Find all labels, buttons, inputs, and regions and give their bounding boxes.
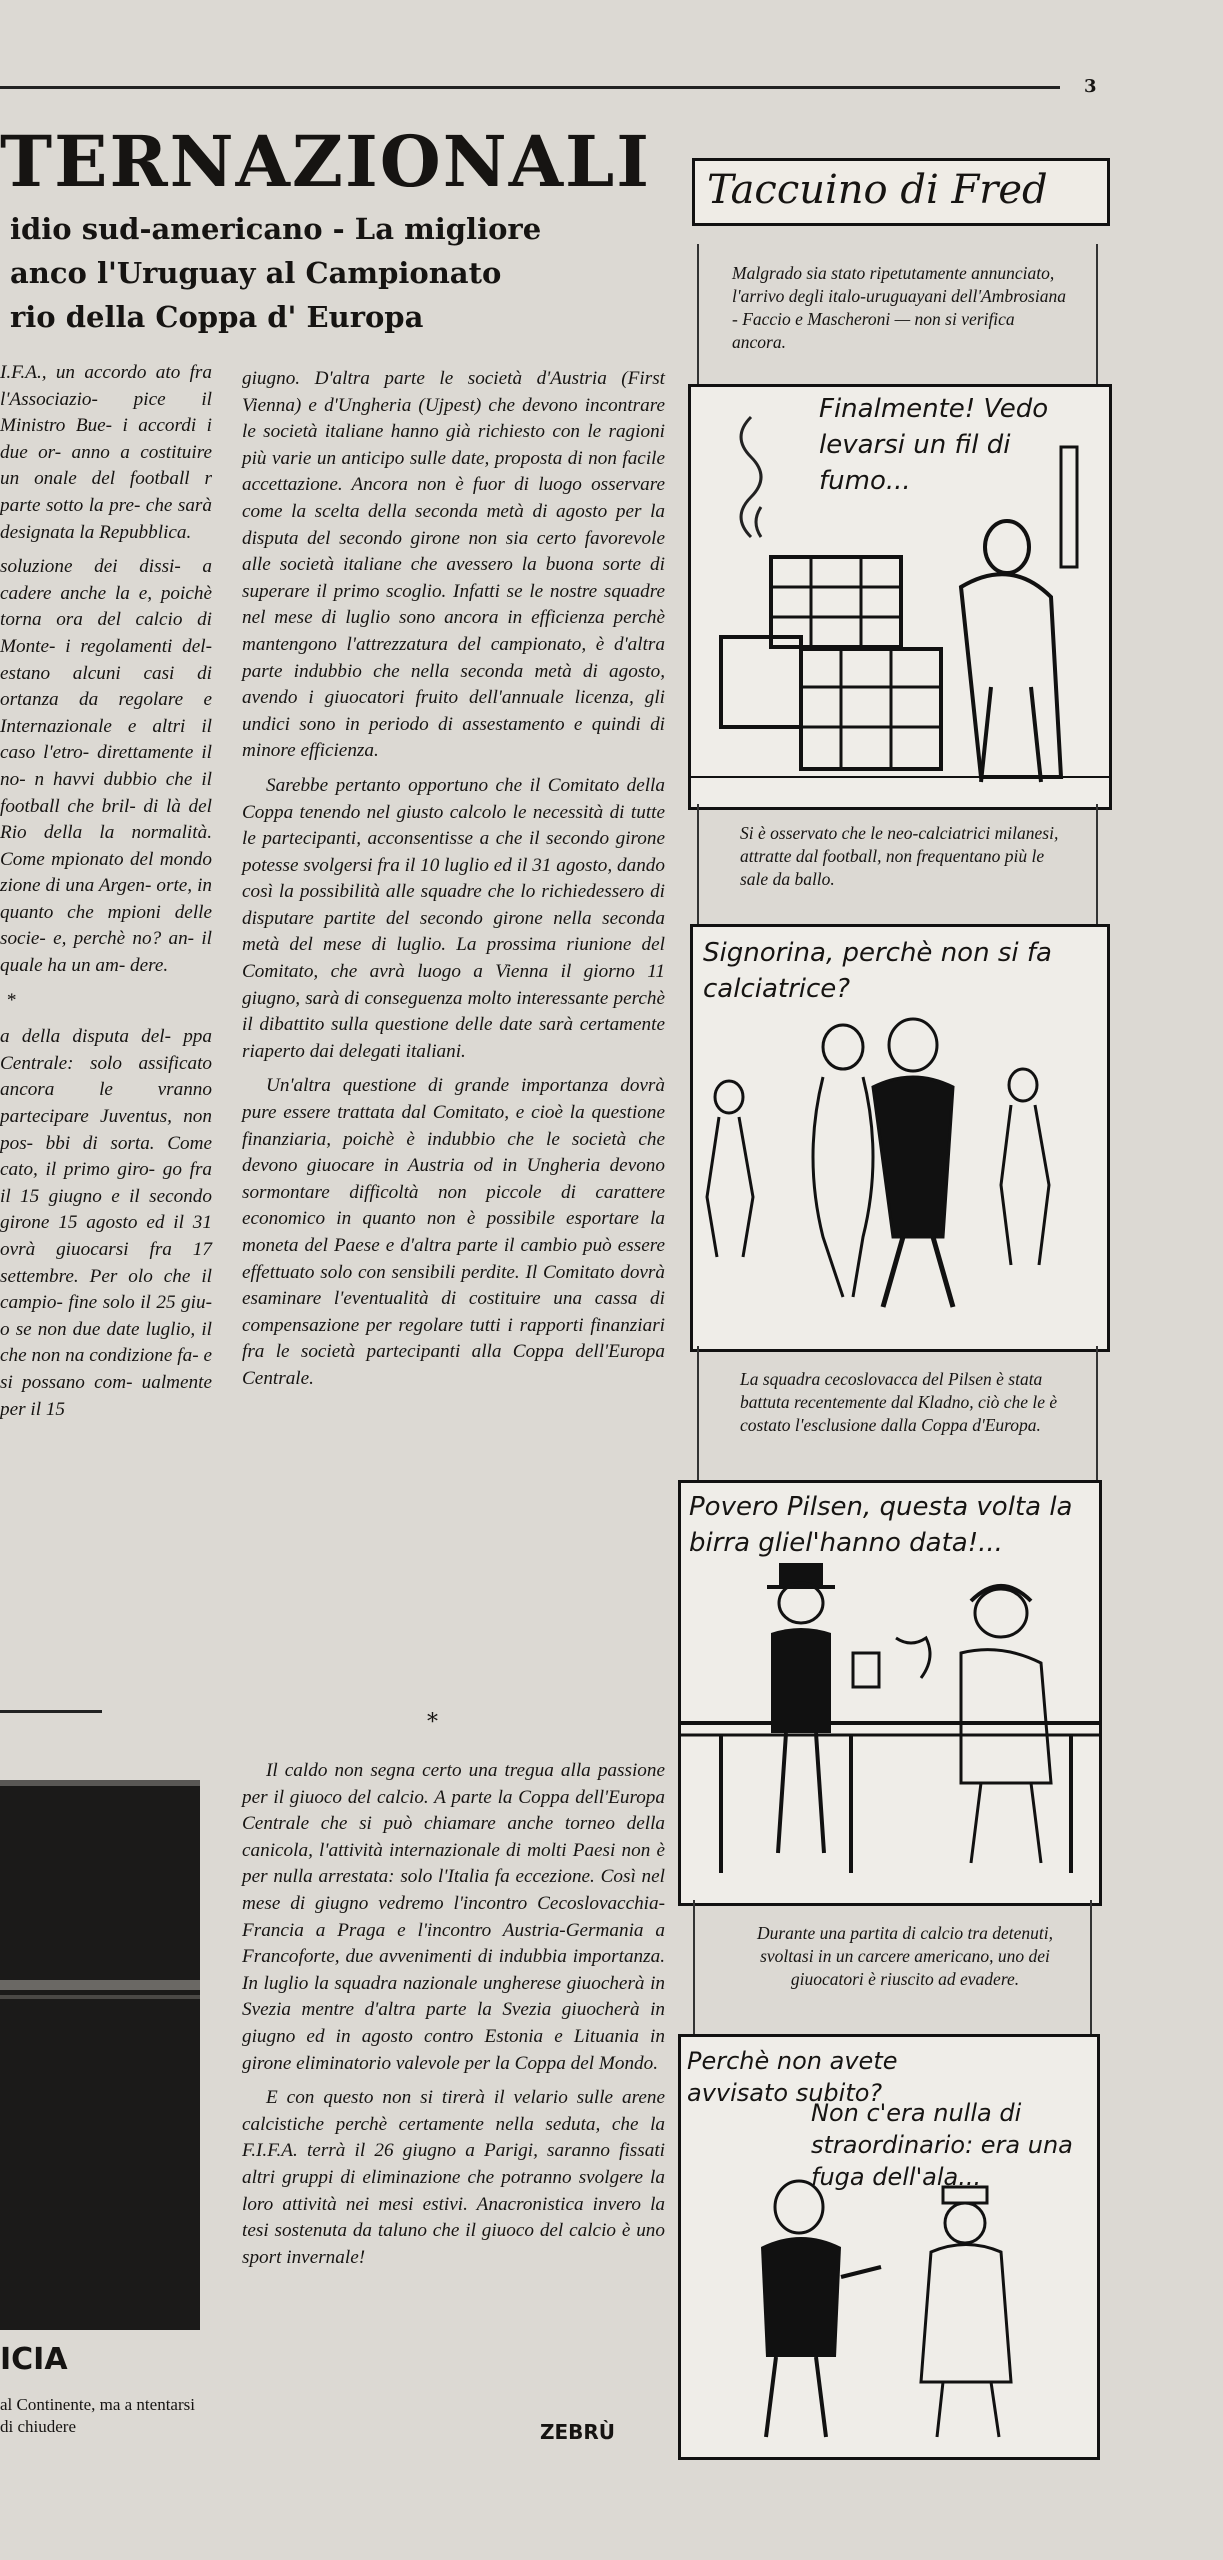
article-paragraph: Il caldo non segna certo una tregua alla passione per il giuoco del calcio. A parte la Coppa dell'Europa Centrale che si può chiamare anche torneo della canicola, l'attività internazionale di molti Paesi non è per nulla arrestata: solo l'Italia fa eccezione. Così nel mese di giugno vedremo l'incontro Cecoslovacchia-Francia a Praga e l'incontro Austria-Germania a Francoforte, due avvenimenti di indubbia importanza. In luglio la squadra nazionale ungherese giuocherà in Svezia mentre d'altra parte la Svezia giuocherà in giugno ed in agosto contro Estonia e Lituania in girone eliminatorio valevole per la Coppa del Mondo.: [242, 1760, 665, 2074]
sidebar-note-2: Si è osservato che le neo-calciatrici milanesi, attratte dal football, non frequentano più le sale da ballo.: [740, 823, 1059, 889]
taccuino-title: Taccuino di Fred: [707, 167, 1048, 213]
subhead-line-3: rio della Coppa d' Europa: [10, 300, 424, 334]
section-rule: [0, 1710, 102, 1713]
article-paragraph: a della disputa del- ppa Centrale: solo assificato ancora le vranno partecipare Juventus, non pos- bbi di sorta. Come cato, il primo giro- go fra il 15 giugno e il secondo girone 15 agosto ed il 31 ovrà giuocarsi fra 17 settembre. Per olo che il campio- fine solo il 25 giu- o se non due date luglio, il che non na condizione fa- e si possano com- ualmente per il 15: [0, 1026, 212, 1420]
article-column-1: [0, 360, 212, 1431]
sidebar-rule: [1096, 1346, 1098, 1480]
article-paragraph: giugno. D'altra parte le società d'Austria (First Vienna) e d'Ungheria (Ujpest) che devono incontrare le società italiane hanno già richiesto con le ragioni più varie un anticipo sulle date, proposta di non facile accettazione. Ancora non è fuor di luogo osservare come la scelta della seconda metà di agosto per la disputa del secondo girone non sia certo favorevole alle società italiane che avessero la buona sorte di superare il primo scoglio. Infatti se le nostre squadre nel mese di luglio sono ancora in efficienza perchè mantengono l'attrezzatura del campionato, è d'altra parte indubbio che nella seconda metà di agosto, avendo i giuocatori fruito dell'annuale licenza, gli undici sono in periodo di assestamento e quindi di minore efficienza.: [242, 368, 665, 762]
cartoon-panel-4: [678, 2034, 1100, 2460]
article-column-2: [242, 366, 665, 1401]
separator-mark: *: [6, 989, 16, 1011]
subhead-line-2: anco l'Uruguay al Campionato: [10, 256, 502, 290]
headline: TERNAZIONALI: [0, 120, 651, 203]
top-rule: [0, 86, 1060, 89]
crates-illustration: [691, 387, 1109, 807]
cartoon-panel-1: [688, 384, 1112, 810]
sidebar-rule: [697, 244, 699, 384]
sidebar-note-3: La squadra cecoslovacca del Pilsen è stata battuta recentemente dal Kladno, ciò che le è costato l'esclusione dalla Coppa d'Europa.: [740, 1369, 1058, 1435]
sidebar-note-1: Malgrado sia stato ripetutamente annunciato, l'arrivo degli italo-uruguayani dell'Ambrosiana - Faccio e Mascheroni — non si verifica ancora.: [732, 263, 1066, 352]
author-signature: ZEBRÙ: [540, 2420, 616, 2444]
panel-4-balloon-a: Perchè non avete avvisato subito?: [687, 2047, 898, 2107]
sidebar-rule: [1096, 804, 1098, 924]
article-paragraph: I.F.A., un accordo ato fra l'Associazio- pice il Ministro Bue- i accordi i due or- anno a costituire un onale del football r parte sotto la pre- che sarà designata la Repubblica.: [0, 362, 212, 543]
cartoon-panel-3: [678, 1480, 1102, 1906]
dancers-illustration: [693, 927, 1107, 1349]
sidebar-rule: [693, 1900, 695, 2034]
sidebar-rule: [1096, 244, 1098, 384]
bar-illustration: [681, 1483, 1099, 1903]
article-paragraph: E con questo non si tirerà il velario sulle arene calcistiche perchè certamente nella seduta, che la F.I.F.A. terrà il 26 giugno a Parigi, saranno fissati altri gruppi di eliminazione che potranno svolgere la loro attività nei mesi estivi. Anacronistica invero la tesi sostenuta da taluno che il giuoco del calcio è uno sport invernale!: [242, 2087, 665, 2268]
sidebar-rule: [697, 1346, 699, 1480]
taccuino-title-box: [692, 158, 1110, 226]
panel-2-balloon: Signorina, perchè non si fa calciatrice?: [703, 938, 1052, 1004]
subhead-line-1: idio sud-americano - La migliore: [10, 212, 542, 246]
panel-3-balloon: Povero Pilsen, questa volta la birra gliel'hanno data!...: [689, 1492, 1073, 1558]
article-paragraph: Un'altra questione di grande importanza dovrà pure essere trattata dal Comitato, e cioè la questione finanziaria, poichè è indubbio che le società che devono giuocare in Austria od in Ungheria devono sormontare difficoltà non piccole di carattere economico in quanto non è possibile esportare la moneta del Paese e d'altra parte il cambio può essere effettuato solo con sensibili perdite. Il Comitato dovrà esaminare l'eventualità di costituire una cassa di compensazione per regolare tutti i rapporti finanziari fra le società partecipanti alla Coppa dell'Europa Centrale.: [242, 1075, 665, 1389]
photo: [0, 1780, 200, 2330]
sidebar-rule: [1090, 1900, 1092, 2034]
panel-1-balloon: Finalmente! Vedo levarsi un fil di fumo...: [819, 394, 1049, 496]
cartoon-panel-2: [690, 924, 1110, 1352]
photo-caption-text: al Continente, ma a ntentarsi di chiudere: [0, 2395, 195, 2436]
photo-caption-title: ICIA: [0, 2342, 68, 2377]
article-paragraph: soluzione dei dissi- a cadere anche la e, poichè torna ora del calcio di Monte- i regolamenti del- estano alcuni casi di ortanza da regolare e Internazionale e altri il caso l'etro- direttamente il no- n havvi dubbio che il football che bril- di là del Rio della la normalità. Come mpionato del mondo zione di una Argen- orte, in quanto che mpioni delle socie- e, perchè no? an- il quale ha un am- dere.: [0, 556, 212, 977]
article-paragraph: Sarebbe pertanto opportuno che il Comitato della Coppa tenendo nel giusto calcolo le necessità di tutte le partecipanti, acconsentisse a che il secondo girone potesse svolgersi fra il 10 luglio ed il 31 agosto, dando così la possibilità alle squadre che lo richiedessero di disputare partite del secondo girone nella seconda metà del mese di luglio. La prossima riunione del Comitato, che avrà luogo a Vienna il giorno 11 giugno, sarà di conseguenza molto interessante perchè il dibattito sulla questione delle date sarà certamente riaperto dai delegati italiani.: [242, 774, 665, 1062]
sidebar-note-4: Durante una partita di calcio tra detenuti, svoltasi in un carcere americano, uno dei giuocatori è riuscito ad evadere.: [756, 1923, 1053, 1989]
panel-4-balloon-b: Non c'era nulla di straordinario: era una fuga dell'ala...: [811, 2099, 1073, 2191]
page-number: 3: [1084, 76, 1097, 97]
sidebar-rule: [697, 804, 699, 924]
separator-mark: *: [427, 1710, 438, 1735]
prison-illustration: [681, 2037, 1097, 2457]
article-column-3: [242, 1758, 665, 2279]
